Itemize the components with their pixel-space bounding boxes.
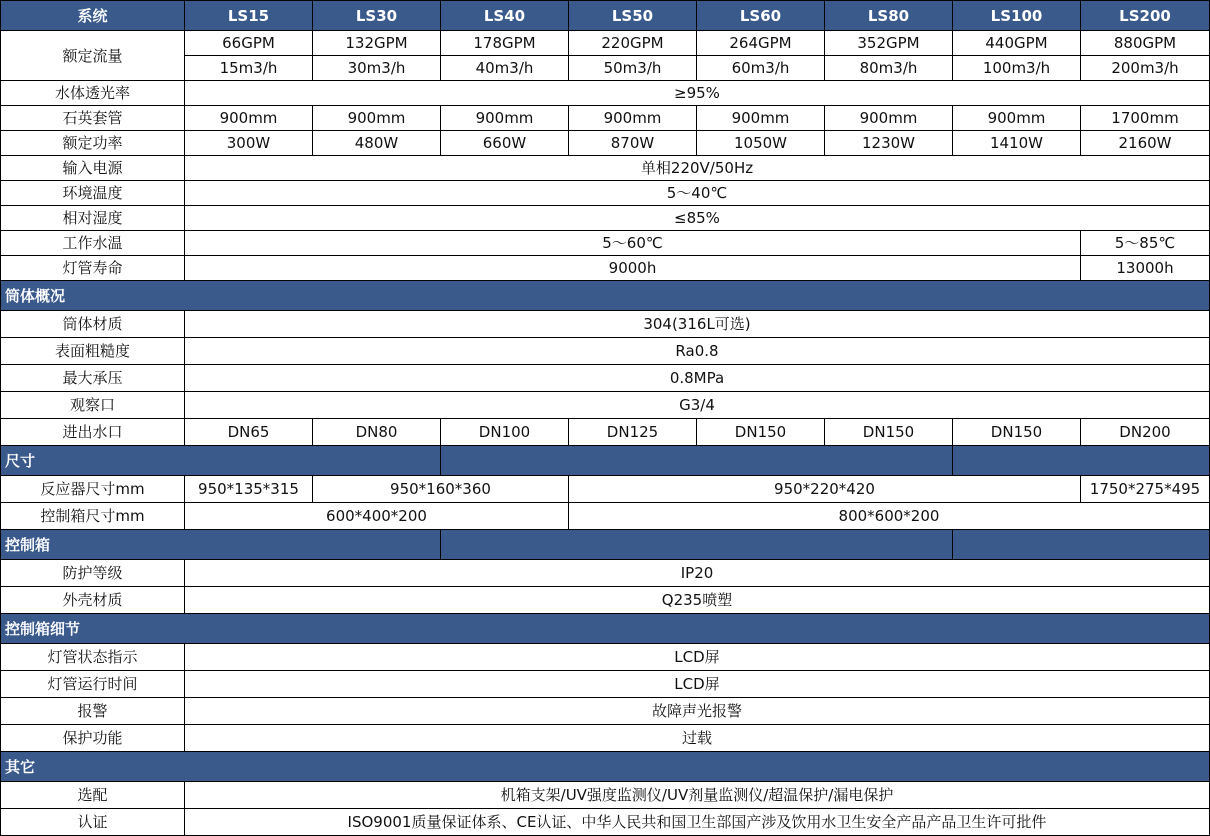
options-value: 机箱支架/UV强度监测仪/UV剂量监测仪/超温保护/漏电保护 — [185, 782, 1210, 809]
rated-flow-gpm: 66GPM — [185, 31, 313, 56]
rated-flow-m3h: 30m3/h — [313, 56, 441, 81]
power-input-row — [1, 156, 1210, 181]
rated-flow-m3h: 60m3/h — [697, 56, 825, 81]
options-row — [1, 782, 1210, 809]
control-box-size-value: 800*600*200 — [569, 503, 1210, 530]
rated-power-value: 1410W — [953, 131, 1081, 156]
max-pressure-value: 0.8MPa — [185, 365, 1210, 392]
rated-flow-m3h: 40m3/h — [441, 56, 569, 81]
rated-power-value: 1050W — [697, 131, 825, 156]
section-header-control-box — [1, 530, 1210, 560]
lamp-life-label: 灯管寿命 — [1, 256, 185, 281]
rated-flow-label: 额定流量 — [1, 31, 185, 81]
quartz-sleeve-value: 900mm — [313, 106, 441, 131]
humidity-row — [1, 206, 1210, 231]
rated-power-value: 870W — [569, 131, 697, 156]
options-label: 选配 — [1, 782, 185, 809]
power-input-label: 输入电源 — [1, 156, 185, 181]
water-temp-row — [1, 231, 1210, 256]
control-box-size-label: 控制箱尺寸mm — [1, 503, 185, 530]
power-input-value: 单相220V/50Hz — [185, 156, 1210, 181]
section-title: 控制箱细节 — [1, 614, 1210, 644]
lamp-runtime-value: LCD屏 — [185, 671, 1210, 698]
section-title: 筒体概况 — [1, 281, 1210, 311]
header-model: LS80 — [825, 1, 953, 31]
protection-grade-row — [1, 560, 1210, 587]
protection-grade-value: IP20 — [185, 560, 1210, 587]
reactor-size-value: 950*160*360 — [313, 476, 569, 503]
roughness-label: 表面粗糙度 — [1, 338, 185, 365]
water-temp-ls200-value: 5～85℃ — [1081, 231, 1210, 256]
alarm-value: 故障声光报警 — [185, 698, 1210, 725]
body-material-value: 304(316L可选) — [185, 311, 1210, 338]
humidity-value: ≤85% — [185, 206, 1210, 231]
ambient-temp-row — [1, 181, 1210, 206]
quartz-sleeve-value: 900mm — [825, 106, 953, 131]
certification-label: 认证 — [1, 809, 185, 836]
rated-flow-m3h: 50m3/h — [569, 56, 697, 81]
section-header-details — [1, 614, 1210, 644]
rated-flow-gpm: 132GPM — [313, 31, 441, 56]
protection-grade-label: 防护等级 — [1, 560, 185, 587]
header-model: LS40 — [441, 1, 569, 31]
inlet-outlet-label: 进出水口 — [1, 419, 185, 446]
rated-flow-m3h: 80m3/h — [825, 56, 953, 81]
water-temp-value: 5～60℃ — [185, 231, 1081, 256]
inlet-outlet-value: DN150 — [825, 419, 953, 446]
water-temp-label: 工作水温 — [1, 231, 185, 256]
section-header-body — [1, 281, 1210, 311]
section-header-blank — [953, 530, 1210, 560]
inlet-outlet-value: DN125 — [569, 419, 697, 446]
header-model: LS200 — [1081, 1, 1210, 31]
transmittance-label: 水体透光率 — [1, 81, 185, 106]
reactor-size-value: 1750*275*495 — [1081, 476, 1210, 503]
rated-power-label: 额定功率 — [1, 131, 185, 156]
quartz-sleeve-row — [1, 106, 1210, 131]
inlet-outlet-value: DN150 — [697, 419, 825, 446]
rated-flow-m3h: 100m3/h — [953, 56, 1081, 81]
certification-row — [1, 809, 1210, 836]
body-material-row — [1, 311, 1210, 338]
lamp-status-label: 灯管状态指示 — [1, 644, 185, 671]
rated-power-row — [1, 131, 1210, 156]
rated-flow-gpm: 352GPM — [825, 31, 953, 56]
section-header-size — [1, 446, 1210, 476]
sight-port-row — [1, 392, 1210, 419]
section-header-other — [1, 752, 1210, 782]
quartz-sleeve-value: 900mm — [697, 106, 825, 131]
rated-flow-gpm: 440GPM — [953, 31, 1081, 56]
header-model: LS60 — [697, 1, 825, 31]
header-model: LS50 — [569, 1, 697, 31]
alarm-row — [1, 698, 1210, 725]
protection-function-value: 过载 — [185, 725, 1210, 752]
alarm-label: 报警 — [1, 698, 185, 725]
rated-flow-gpm: 178GPM — [441, 31, 569, 56]
lamp-runtime-label: 灯管运行时间 — [1, 671, 185, 698]
transmittance-value: ≥95% — [185, 81, 1210, 106]
control-box-size-row — [1, 503, 1210, 530]
shell-material-value: Q235喷塑 — [185, 587, 1210, 614]
inlet-outlet-value: DN100 — [441, 419, 569, 446]
quartz-sleeve-value: 900mm — [569, 106, 697, 131]
lamp-runtime-row — [1, 671, 1210, 698]
quartz-sleeve-value: 1700mm — [1081, 106, 1210, 131]
rated-flow-m3h: 200m3/h — [1081, 56, 1210, 81]
quartz-sleeve-value: 900mm — [185, 106, 313, 131]
rated-power-value: 1230W — [825, 131, 953, 156]
rated-flow-gpm: 880GPM — [1081, 31, 1210, 56]
lamp-life-value: 9000h — [185, 256, 1081, 281]
humidity-label: 相对湿度 — [1, 206, 185, 231]
inlet-outlet-value: DN80 — [313, 419, 441, 446]
section-header-blank — [441, 530, 953, 560]
quartz-sleeve-value: 900mm — [441, 106, 569, 131]
inlet-outlet-value: DN150 — [953, 419, 1081, 446]
section-title: 尺寸 — [1, 446, 441, 476]
reactor-size-value: 950*220*420 — [569, 476, 1081, 503]
header-model: LS15 — [185, 1, 313, 31]
section-header-blank — [953, 446, 1210, 476]
header-row — [1, 1, 1210, 31]
quartz-sleeve-value: 900mm — [953, 106, 1081, 131]
transmittance-row — [1, 81, 1210, 106]
inlet-outlet-row — [1, 419, 1210, 446]
header-model: LS100 — [953, 1, 1081, 31]
reactor-size-row — [1, 476, 1210, 503]
rated-flow-gpm: 264GPM — [697, 31, 825, 56]
section-header-blank — [441, 446, 953, 476]
ambient-temp-label: 环境温度 — [1, 181, 185, 206]
max-pressure-row — [1, 365, 1210, 392]
lamp-status-value: LCD屏 — [185, 644, 1210, 671]
protection-function-row — [1, 725, 1210, 752]
rated-flow-m3h: 15m3/h — [185, 56, 313, 81]
roughness-value: Ra0.8 — [185, 338, 1210, 365]
rated-flow-row — [1, 31, 1210, 56]
header-model: LS30 — [313, 1, 441, 31]
shell-material-label: 外壳材质 — [1, 587, 185, 614]
quartz-sleeve-label: 石英套管 — [1, 106, 185, 131]
section-title: 其它 — [1, 752, 1210, 782]
sight-port-value: G3/4 — [185, 392, 1210, 419]
rated-power-value: 2160W — [1081, 131, 1210, 156]
roughness-row — [1, 338, 1210, 365]
rated-power-value: 480W — [313, 131, 441, 156]
rated-power-value: 660W — [441, 131, 569, 156]
ambient-temp-value: 5～40℃ — [185, 181, 1210, 206]
reactor-size-label: 反应器尺寸mm — [1, 476, 185, 503]
certification-value: ISO9001质量保证体系、CE认证、中华人民共和国卫生部国产涉及饮用水卫生安全产品产品卫生许可批件 — [185, 809, 1210, 836]
rated-flow-gpm: 220GPM — [569, 31, 697, 56]
rated-power-value: 300W — [185, 131, 313, 156]
inlet-outlet-value: DN200 — [1081, 419, 1210, 446]
control-box-size-value: 600*400*200 — [185, 503, 569, 530]
lamp-status-row — [1, 644, 1210, 671]
lamp-life-row — [1, 256, 1210, 281]
body-material-label: 筒体材质 — [1, 311, 185, 338]
protection-function-label: 保护功能 — [1, 725, 185, 752]
shell-material-row — [1, 587, 1210, 614]
section-title: 控制箱 — [1, 530, 441, 560]
max-pressure-label: 最大承压 — [1, 365, 185, 392]
inlet-outlet-value: DN65 — [185, 419, 313, 446]
reactor-size-value: 950*135*315 — [185, 476, 313, 503]
lamp-life-ls200-value: 13000h — [1081, 256, 1210, 281]
sight-port-label: 观察口 — [1, 392, 185, 419]
header-system: 系统 — [1, 1, 185, 31]
